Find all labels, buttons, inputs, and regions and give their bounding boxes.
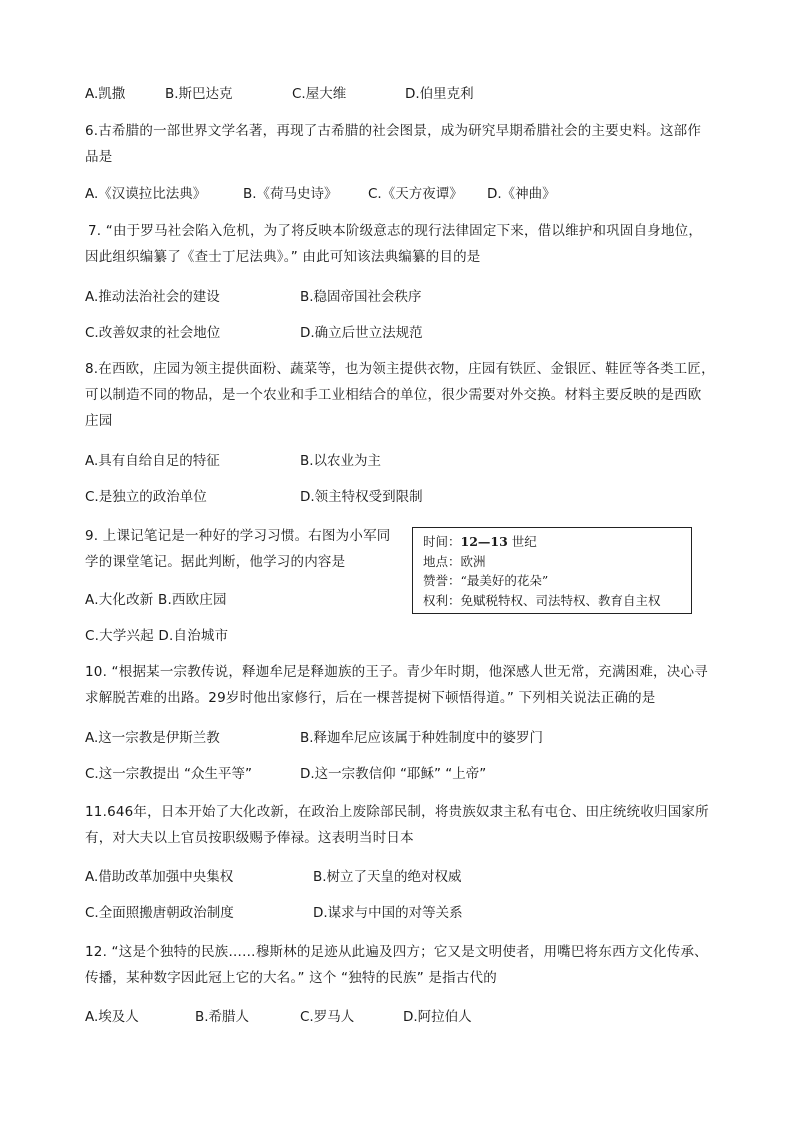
q5-option-b: B.斯巴达克 — [165, 86, 233, 102]
q6-stem-line2: 品是 — [85, 149, 113, 165]
q10-option-a: A.这一宗教是伊斯兰教 — [85, 730, 220, 746]
note-place: 地点：欧洲 — [423, 553, 486, 569]
q5-option-c: C.屋大维 — [292, 86, 347, 102]
q7-stem-line1: 7. “由于罗马社会陷入危机，为了将反映本阶级意志的现行法律固定下来，借以维护和巩固自身地位， — [88, 223, 703, 239]
q12-stem-line1: 12. “这是个独特的民族……穆斯林的足迹从此遍及四方；它又是文明使者，用嘴巴将东西方文化传承、 — [85, 944, 708, 960]
q10-stem-line2: 求解脱苦难的出路。29岁时他出家修行，后在一棵菩提树下顿悟得道。” 下列相关说法正确的是 — [85, 690, 656, 706]
q9-stem-line2: 学的课堂笔记。据此判断，他学习的内容是 — [85, 554, 346, 570]
note-time — [423, 532, 681, 552]
q6-stem-line1: 6.古希腊的一部世界文学名著，再现了古希腊的社会图景，成为研究早期希腊社会的主要史料。这部作 — [85, 123, 702, 139]
q6-option-b: B.《荷马史诗》 — [243, 186, 338, 202]
q8-option-d: D.领主特权受到限制 — [300, 489, 423, 505]
q7-option-b: B.稳固帝国社会秩序 — [300, 289, 422, 305]
q12-option-c: C.罗马人 — [300, 1009, 355, 1025]
q10-options-row1 — [85, 728, 705, 748]
q11-option-d: D.谋求与中国的对等关系 — [313, 905, 463, 921]
q5-option-a: A.凯撒 — [85, 86, 126, 102]
q5-option-d: D.伯里克利 — [405, 86, 474, 102]
q9-options-line1: A.大化改新 B.西欧庄园 — [85, 592, 227, 608]
q7-stem-line2: 因此组织编纂了《查士丁尼法典》。” 由此可知该法典编纂的目的是 — [85, 249, 481, 265]
q8-option-c: C.是独立的政治单位 — [85, 489, 207, 505]
q12-stem-line2: 传播，某种数字因此冠上它的大名。” 这个 “独特的民族” 是指古代的 — [85, 970, 497, 986]
q11-option-a: A.借助改革加强中央集权 — [85, 869, 234, 885]
q8-options-row2 — [85, 487, 705, 507]
q6-options — [85, 184, 705, 204]
q6-option-d: D.《神曲》 — [487, 186, 556, 202]
note-rights: 权利：免赋税特权、司法特权、教育自主权 — [423, 592, 661, 608]
q11-option-b: B.树立了天皇的绝对权威 — [313, 869, 462, 885]
q12-option-d: D.阿拉伯人 — [403, 1009, 472, 1025]
q9-options-line2: C.大学兴起 D.自治城市 — [85, 628, 229, 644]
note-time-suffix: 世纪 — [507, 534, 537, 549]
q8-option-a: A.具有自给自足的特征 — [85, 453, 220, 469]
q8-stem-line2: 可以制造不同的物品，是一个农业和手工业相结合的单位，很少需要对外交换。材料主要反映的是西欧 — [85, 387, 702, 403]
q8-stem-line1: 8.在西欧，庄园为领主提供面粉、蔬菜等，也为领主提供衣物，庄园有铁匠、金银匠、鞋匠等各类工匠， — [85, 361, 715, 377]
q8-options-row1 — [85, 451, 705, 471]
q7-options-row2 — [85, 323, 705, 343]
class-notes-box — [412, 527, 692, 614]
q5-options — [85, 84, 705, 104]
q10-option-d: D.这一宗教信仰 “耶稣” “上帝” — [300, 766, 487, 782]
q7-option-d: D.确立后世立法规范 — [300, 325, 423, 341]
note-praise: 赞誉：“最美好的花朵” — [423, 573, 549, 588]
note-time-label: 时间： — [423, 534, 461, 549]
q10-option-b: B.释迦牟尼应该属于种姓制度中的婆罗门 — [300, 730, 544, 746]
q7-option-a: A.推动法治社会的建设 — [85, 289, 220, 305]
q11-stem-line1: 11.646年，日本开始了大化改新，在政治上废除部民制，将贵族奴隶主私有屯仓、田庄统统收归国家所 — [85, 804, 709, 820]
q9-stem-line1: 9. 上课记笔记是一种好的学习习惯。右图为小军同 — [85, 528, 391, 544]
q10-options-row2 — [85, 764, 705, 784]
q12-options — [85, 1007, 705, 1027]
q12-option-a: A.埃及人 — [85, 1009, 139, 1025]
q10-option-c: C.这一宗教提出 “众生平等” — [85, 766, 252, 782]
q8-stem-line3: 庄园 — [85, 413, 113, 429]
q7-option-c: C.改善奴隶的社会地位 — [85, 325, 221, 341]
q12-option-b: B.希腊人 — [195, 1009, 250, 1025]
q6-option-a: A.《汉谟拉比法典》 — [85, 186, 207, 202]
q6-option-c: C.《天方夜谭》 — [368, 186, 463, 202]
note-time-value: 12—13 — [460, 534, 508, 549]
q11-option-c: C.全面照搬唐朝政治制度 — [85, 905, 234, 921]
q11-options-row1 — [85, 867, 705, 887]
q8-option-b: B.以农业为主 — [300, 453, 382, 469]
q7-options-row1 — [85, 287, 705, 307]
q11-stem-line2: 有，对大夫以上官员按职级赐予俸禄。这表明当时日本 — [85, 830, 414, 846]
q11-options-row2 — [85, 903, 705, 923]
q10-stem-line1: 10. “根据某一宗教传说，释迦牟尼是释迦族的王子。青少年时期，他深感人世无常，充满困难，决心寻 — [85, 664, 708, 680]
